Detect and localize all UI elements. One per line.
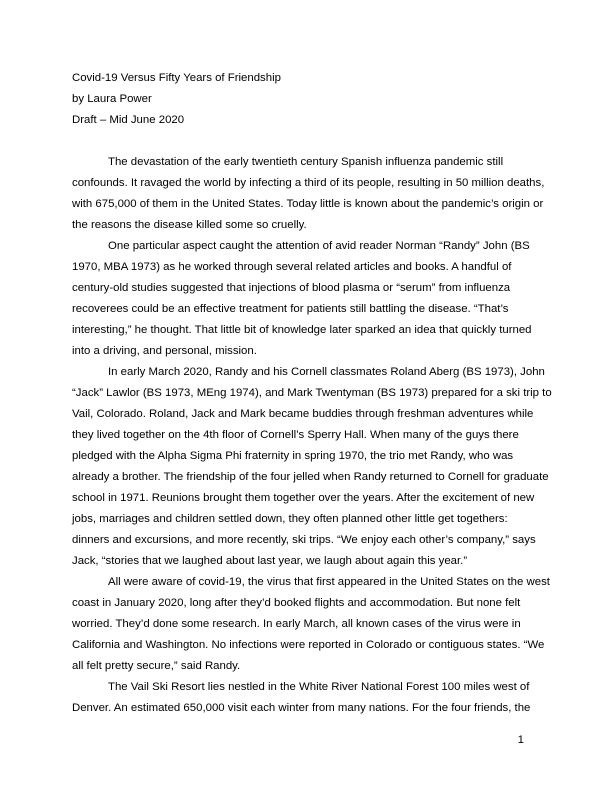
text-line: “Jack” Lawlor (BS 1973, MEng 1974), and Mark Twentyman (BS 1973) prepared for a ski trip to	[72, 387, 552, 399]
page-number: 1	[517, 734, 524, 746]
text-line: century-old studies suggested that injections of blood plasma or “serum” from influenza	[72, 282, 511, 294]
byline: by Laura Power	[72, 93, 152, 105]
text-line: interesting,” he thought. That little bit of knowledge later sparked an idea that quickly turned	[72, 324, 532, 336]
text-line: coast in January 2020, long after they’d booked flights and accommodation. But none felt	[72, 597, 521, 609]
text-line: the reasons the disease killed some so cruelly.	[72, 219, 307, 231]
document-header	[72, 68, 542, 131]
text-line: The devastation of the early twentieth century Spanish influenza pandemic still	[108, 156, 504, 168]
text-line: Vail, Colorado. Roland, Jack and Mark became buddies through freshman adventures while	[72, 408, 534, 420]
text-line: California and Washington. No infections were reported in Colorado or contiguous states. “We	[72, 639, 545, 651]
text-line: into a driving, and personal, mission.	[72, 345, 257, 357]
text-line: The Vail Ski Resort lies nestled in the White River National Forest 100 miles west of	[108, 681, 530, 693]
text-line: school in 1971. Reunions brought them together over the years. After the excitement of new	[72, 492, 535, 504]
text-line: already a brother. The friendship of the four jelled when Randy returned to Cornell for graduate	[72, 471, 549, 483]
text-line: 1970, MBA 1973) as he worked through several related articles and books. A handful of	[72, 261, 512, 273]
document-body	[72, 152, 552, 719]
text-line: pledged with the Alpha Sigma Phi fraternity in spring 1970, the trio met Randy, who was	[72, 450, 514, 462]
text-line: all felt pretty secure,” said Randy.	[72, 660, 241, 672]
paragraph	[72, 362, 552, 572]
text-line: with 675,000 of them in the United States. Today little is known about the pandemic’s origin or	[72, 198, 544, 210]
paragraph	[72, 236, 544, 362]
text-line: Jack, “stories that we laughed about last year, we laugh about again this year.”	[72, 555, 468, 567]
text-line: In early March 2020, Randy and his Cornell classmates Roland Aberg (BS 1973), John	[108, 366, 545, 378]
text-line: recoverees could be an effective treatment for patients still battling the disease. “That’s	[72, 303, 509, 315]
paragraph	[72, 152, 544, 236]
text-line: dinners and excursions, and more recently, ski trips. “We enjoy each other’s company,” says	[72, 534, 536, 546]
paragraph	[72, 677, 544, 719]
paragraph	[72, 572, 550, 677]
text-line: One particular aspect caught the attention of avid reader Norman “Randy” John (BS	[108, 240, 530, 252]
text-line: worried. They’d done some research. In early March, all known cases of the virus were in	[72, 618, 521, 630]
text-line: confounds. It ravaged the world by infecting a third of its people, resulting in 50 million deaths,	[72, 177, 545, 189]
text-line: they lived together on the 4th floor of Cornell’s Sperry Hall. When many of the guys there	[72, 429, 519, 441]
draft-date: Draft – Mid June 2020	[72, 114, 185, 126]
text-line: jobs, marriages and children settled down, they often planned other little get togethers:	[72, 513, 508, 525]
text-line: Denver. An estimated 650,000 visit each winter from many nations. For the four friends, the	[72, 702, 531, 714]
text-line: All were aware of covid-19, the virus that first appeared in the United States on the west	[108, 576, 550, 588]
document-title: Covid-19 Versus Fifty Years of Friendship	[72, 72, 281, 84]
